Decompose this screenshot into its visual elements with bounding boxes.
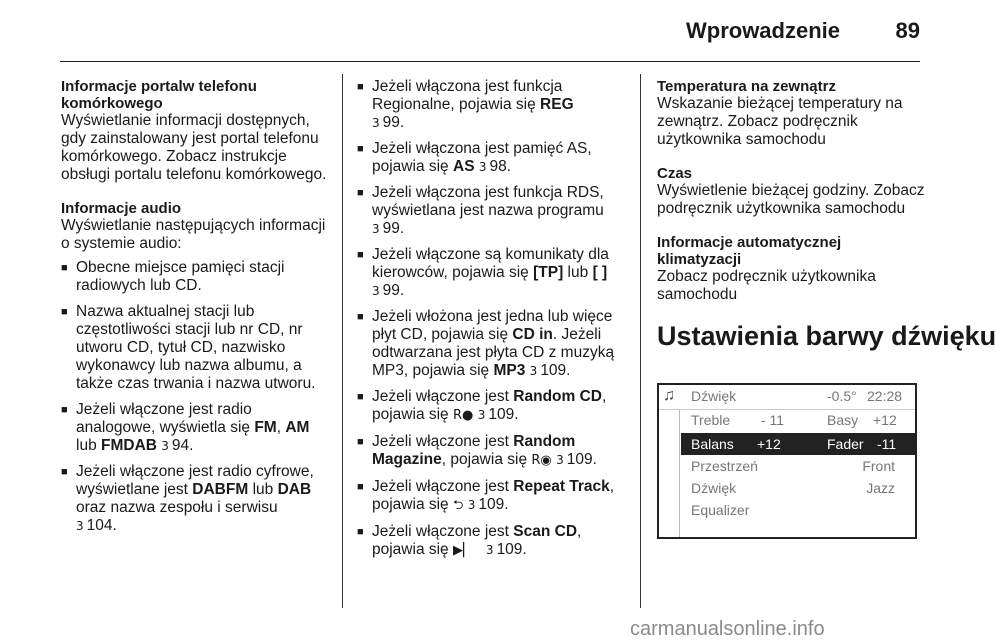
section-heading: Czas bbox=[657, 165, 693, 182]
menu-label: Treble bbox=[691, 412, 731, 428]
list-text: Jeżeli włączona jest pamięć AS, pojawia się bbox=[372, 140, 592, 175]
menu-row-sound[interactable] bbox=[681, 477, 915, 499]
list-text: Jeżeli włożona jest jedna lub więce płyt CD, pojawia się bbox=[372, 308, 613, 343]
list-item bbox=[357, 140, 625, 176]
keyword: Scan CD bbox=[513, 523, 578, 540]
menu-value: +12 bbox=[873, 412, 897, 428]
list-item bbox=[357, 478, 625, 515]
ref-arrow-icon: 3 bbox=[372, 116, 380, 130]
keyword: Random CD bbox=[513, 388, 602, 405]
menu-row-treble-bass[interactable] bbox=[681, 409, 915, 431]
keyword: DAB bbox=[277, 481, 312, 498]
ref-arrow-icon: 3 bbox=[556, 453, 564, 467]
repeat-track-icon: ⮌ bbox=[453, 498, 464, 513]
list-item: ■ Nazwa aktualnej stacji lub częstotliwości stacji lub nr CD, nr utworu CD, tytuł CD, nazwisko wykonawcy lub nazwa albumu, a także czas trwania i nazwa utworu. bbox=[61, 303, 331, 393]
paragraph: Zobacz podręcznik użytkownika samochodu bbox=[657, 268, 876, 303]
column-2 bbox=[357, 78, 625, 576]
menu-value: Front bbox=[862, 458, 895, 474]
watermark: carmanualsonline.info bbox=[630, 618, 825, 640]
menu-row-space[interactable] bbox=[681, 455, 915, 477]
page-ref[interactable]: 109. bbox=[540, 362, 571, 379]
clock: 22:28 bbox=[867, 388, 903, 404]
list-text: Jeżeli włączona jest funkcja Regionalne, pojawia się bbox=[372, 78, 563, 113]
page-ref[interactable]: 109. bbox=[478, 496, 509, 513]
list-text: Jeżeli włączone jest bbox=[372, 433, 514, 450]
list-text: lub bbox=[76, 437, 101, 454]
scan-cd-icon: ▶▏ bbox=[453, 543, 473, 558]
page-ref[interactable]: 94. bbox=[171, 437, 194, 454]
keyword: Repeat Track bbox=[513, 478, 610, 495]
list-item bbox=[357, 523, 625, 560]
column-3 bbox=[657, 78, 996, 364]
column-divider bbox=[640, 74, 641, 608]
page-header bbox=[0, 0, 960, 62]
list-text: oraz nazwa zespołu i serwisu bbox=[76, 499, 278, 516]
page-ref[interactable]: 109. bbox=[566, 451, 597, 468]
section-heading: Informacje portalw telefonu komórkowego bbox=[61, 78, 257, 112]
header-rule bbox=[60, 61, 920, 62]
section-heading: Informacje automatycznej klimatyzacji bbox=[657, 234, 842, 268]
ref-arrow-icon: 3 bbox=[372, 222, 380, 236]
list-item bbox=[357, 433, 625, 470]
keyword: DABFM bbox=[192, 481, 249, 498]
paragraph: Wyświetlenie bieżącej godziny. Zobacz podręcznik użytkownika samochodu bbox=[657, 182, 925, 217]
list-text: Jeżeli włączone jest bbox=[372, 523, 514, 540]
bullet-list bbox=[61, 259, 331, 535]
keyword: AM bbox=[285, 419, 310, 436]
keyword: FMDAB bbox=[101, 437, 157, 454]
ref-arrow-icon: 3 bbox=[372, 284, 380, 298]
list-item bbox=[357, 388, 625, 425]
list-text: , pojawia się bbox=[372, 478, 615, 513]
display-title: Dźwięk bbox=[691, 388, 737, 404]
menu-row-equalizer[interactable] bbox=[681, 499, 915, 521]
section-heading: Temperatura na zewnątrz bbox=[657, 78, 836, 95]
menu-label: Basy bbox=[827, 412, 859, 428]
paragraph: Wyświetlanie następujących informacji o systemie audio: bbox=[61, 217, 326, 252]
page-ref[interactable]: 109. bbox=[496, 541, 527, 558]
list-text: , pojawia się bbox=[372, 523, 582, 558]
ref-arrow-icon: 3 bbox=[485, 543, 494, 557]
list-item bbox=[357, 308, 625, 380]
ref-arrow-icon: 3 bbox=[529, 364, 538, 378]
list-item bbox=[61, 401, 331, 455]
list-text: Jeżeli włączona jest funkcja RDS, wyświetlana jest nazwa programu bbox=[372, 184, 604, 219]
keyword: [ ] bbox=[592, 264, 608, 281]
menu-label: Przestrzeń bbox=[691, 458, 758, 474]
ref-arrow-icon: 3 bbox=[478, 160, 487, 174]
list-text: lub bbox=[563, 264, 593, 281]
keyword: CD in bbox=[512, 326, 553, 343]
ref-arrow-icon: 3 bbox=[161, 439, 169, 453]
ref-arrow-icon: 3 bbox=[467, 498, 476, 512]
page-ref[interactable]: 98. bbox=[489, 158, 512, 175]
list-text: lub bbox=[248, 481, 278, 498]
display-side-bar bbox=[659, 409, 680, 537]
keyword: MP3 bbox=[493, 362, 526, 379]
column-1 bbox=[61, 78, 331, 551]
menu-row-balance-fader[interactable] bbox=[681, 433, 915, 455]
list-text: , bbox=[276, 419, 286, 436]
menu-label: Equalizer bbox=[691, 502, 750, 518]
list-item bbox=[357, 246, 625, 300]
keyword: AS bbox=[453, 158, 475, 175]
page-ref[interactable]: 99. bbox=[382, 114, 405, 131]
sound-settings-display bbox=[657, 383, 917, 539]
bullet-list bbox=[357, 78, 625, 560]
page-ref[interactable]: 109. bbox=[488, 406, 519, 423]
menu-label: Dźwięk bbox=[691, 480, 737, 496]
header-title: Wprowadzenie bbox=[685, 18, 840, 43]
display-title-bar bbox=[659, 385, 915, 410]
menu-value: +12 bbox=[757, 436, 781, 452]
list-item bbox=[61, 463, 331, 535]
ref-arrow-icon: 3 bbox=[76, 519, 84, 533]
keyword: [TP] bbox=[533, 264, 564, 281]
page-ref[interactable]: 99. bbox=[382, 282, 405, 299]
list-item bbox=[357, 184, 625, 238]
list-text: , pojawia się bbox=[441, 451, 532, 468]
list-item bbox=[357, 78, 625, 132]
page-ref[interactable]: 104. bbox=[86, 517, 117, 534]
outside-temperature: -0.5° bbox=[827, 388, 857, 404]
keyword: REG bbox=[540, 96, 574, 113]
menu-value: Jazz bbox=[866, 480, 895, 496]
music-note-icon: ♫ bbox=[663, 387, 675, 404]
menu-value: -11 bbox=[877, 436, 897, 452]
paragraph: Wyświetlanie informacji dostępnych, gdy zainstalowany jest portal telefonu komórkowego. Zobacz instrukcje obsługi portalu telefonu komórkowego. bbox=[61, 112, 327, 183]
list-item: ■ Obecne miejsce pamięci stacji radiowych lub CD. bbox=[61, 259, 331, 295]
paragraph: Wskazanie bieżącej temperatury na zewnątrz. Zobacz podręcznik użytkownika samochodu bbox=[657, 95, 903, 148]
list-text: Jeżeli włączone jest radio analogowe, wyświetla się bbox=[76, 401, 255, 436]
random-magazine-icon: R◉ bbox=[531, 453, 552, 468]
column-divider bbox=[342, 74, 343, 608]
page-ref[interactable]: 99. bbox=[382, 220, 405, 237]
list-text: Jeżeli włączone jest bbox=[372, 388, 514, 405]
list-text: Jeżeli włączone jest radio cyfrowe, wyświetlane jest bbox=[76, 463, 314, 498]
keyword: FM bbox=[254, 419, 277, 436]
chapter-heading: Ustawienia barwy dźwięku bbox=[657, 321, 996, 351]
page-number: 89 bbox=[895, 18, 920, 43]
menu-value: - 11 bbox=[761, 412, 785, 428]
menu-label: Balans bbox=[691, 436, 734, 452]
menu-label: Fader bbox=[827, 436, 864, 452]
list-text: , pojawia się bbox=[372, 388, 607, 423]
keyword: Random Magazine bbox=[372, 433, 576, 468]
list-text: . Jeżeli odtwarzana jest płyta CD z muzyką MP3, pojawia się bbox=[372, 326, 615, 379]
list-text: Jeżeli włączone jest bbox=[372, 478, 514, 495]
random-cd-icon: R● bbox=[453, 408, 474, 423]
list-text: Jeżeli włączone są komunikaty dla kierowców, pojawia się bbox=[372, 246, 609, 281]
ref-arrow-icon: 3 bbox=[477, 408, 486, 422]
section-heading: Informacje audio bbox=[61, 200, 182, 217]
